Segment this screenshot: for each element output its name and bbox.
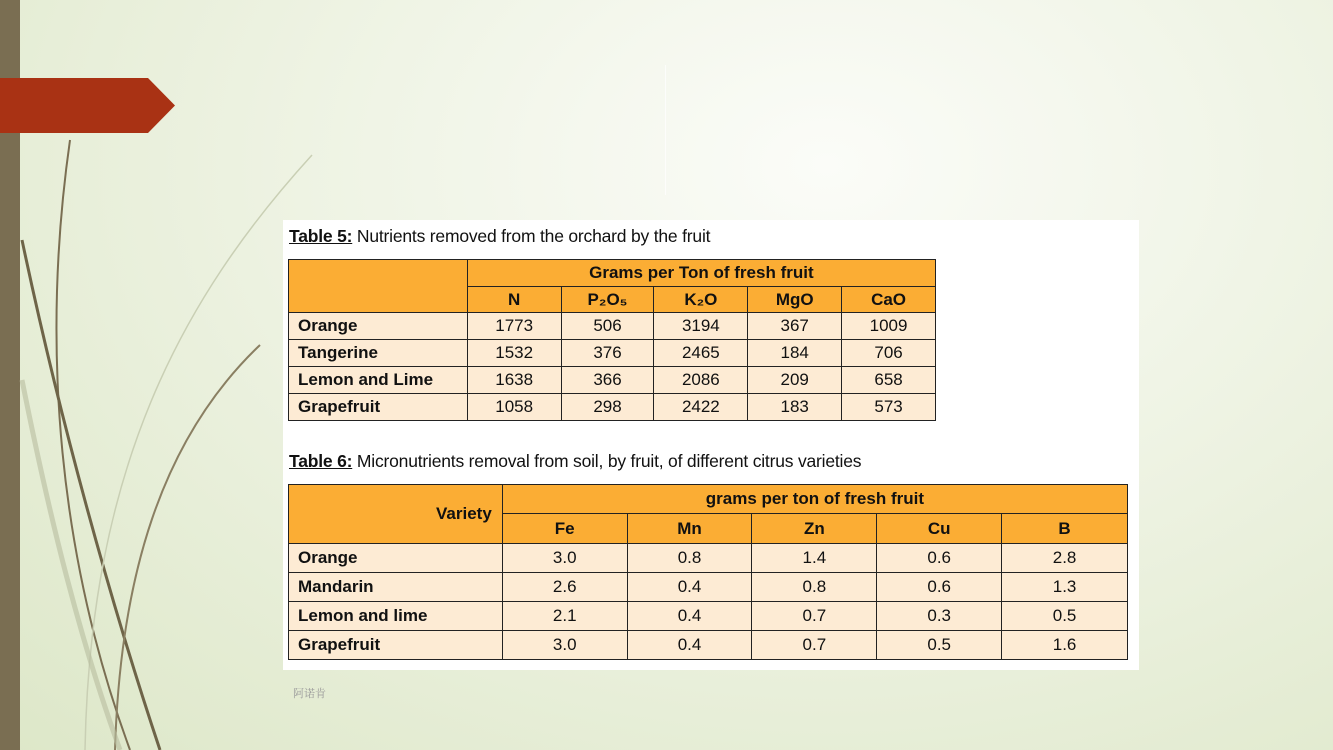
table-cell: 209 [748, 367, 842, 394]
nutrients-table [288, 259, 936, 421]
table-cell: 0.5 [1002, 602, 1128, 631]
table-cell: 367 [748, 313, 842, 340]
table-cell: 0.3 [877, 602, 1002, 631]
table-row [289, 394, 936, 421]
table-cell: 3.0 [502, 631, 627, 660]
table5-col-header: MgO [748, 287, 842, 313]
table-cell: 2.8 [1002, 544, 1128, 573]
table-cell: 706 [842, 340, 936, 367]
table-cell: 3.0 [502, 544, 627, 573]
table-cell: 376 [561, 340, 654, 367]
table-cell: 2.1 [502, 602, 627, 631]
table-cell: 658 [842, 367, 936, 394]
row-label: Lemon and lime [289, 602, 503, 631]
table-row [289, 340, 936, 367]
table-cell: 183 [748, 394, 842, 421]
table-cell: 0.6 [877, 544, 1002, 573]
table5-caption [289, 226, 710, 247]
table-cell: 2.6 [502, 573, 627, 602]
table-cell: 1532 [467, 340, 561, 367]
micronutrients-table [288, 484, 1128, 660]
row-label: Lemon and Lime [289, 367, 468, 394]
table5-col-header: N [467, 287, 561, 313]
table6-col-header: Zn [752, 514, 877, 544]
table-row [289, 631, 1128, 660]
table5-col-header: P₂O₅ [561, 287, 654, 313]
table-row [289, 573, 1128, 602]
table-cell: 0.7 [752, 631, 877, 660]
table5-label: Table 5: [289, 226, 353, 246]
row-label: Orange [289, 313, 468, 340]
watermark-text: 阿诺肯 [293, 688, 326, 700]
table-cell: 2086 [654, 367, 748, 394]
table6-col-header: Fe [502, 514, 627, 544]
table-cell: 0.4 [627, 631, 752, 660]
divider-line [665, 65, 666, 195]
row-label: Grapefruit [289, 631, 503, 660]
table6-group-header: grams per ton of fresh fruit [502, 485, 1127, 514]
table-cell: 0.5 [877, 631, 1002, 660]
table6-col-header: Mn [627, 514, 752, 544]
table-cell: 0.6 [877, 573, 1002, 602]
table-cell: 0.8 [627, 544, 752, 573]
table-cell: 184 [748, 340, 842, 367]
table-row [289, 367, 936, 394]
row-label: Grapefruit [289, 394, 468, 421]
table-cell: 1773 [467, 313, 561, 340]
variety-header: Variety [289, 485, 503, 544]
table-cell: 1.4 [752, 544, 877, 573]
table-cell: 298 [561, 394, 654, 421]
table-cell: 506 [561, 313, 654, 340]
table-cell: 0.4 [627, 573, 752, 602]
table5-group-header: Grams per Ton of fresh fruit [467, 260, 935, 287]
table-cell: 573 [842, 394, 936, 421]
row-label: Tangerine [289, 340, 468, 367]
table-cell: 0.8 [752, 573, 877, 602]
table-cell: 1638 [467, 367, 561, 394]
row-label: Mandarin [289, 573, 503, 602]
table6-caption-text: Micronutrients removal from soil, by fruit, of different citrus varieties [356, 451, 862, 471]
table-cell: 2465 [654, 340, 748, 367]
table-cell: 3194 [654, 313, 748, 340]
table-cell: 1.6 [1002, 631, 1128, 660]
table-cell: 0.4 [627, 602, 752, 631]
table5-col-header: CaO [842, 287, 936, 313]
table-row [289, 602, 1128, 631]
row-label: Orange [289, 544, 503, 573]
content-panel [283, 220, 1139, 670]
table-cell: 1009 [842, 313, 936, 340]
table-row [289, 544, 1128, 573]
table5-col-header: K₂O [654, 287, 748, 313]
table6-label: Table 6: [289, 451, 353, 471]
table5-corner [289, 260, 468, 313]
table-cell: 366 [561, 367, 654, 394]
table-row [289, 313, 936, 340]
table6-col-header: B [1002, 514, 1128, 544]
table-cell: 1058 [467, 394, 561, 421]
table6-col-header: Cu [877, 514, 1002, 544]
table-cell: 0.7 [752, 602, 877, 631]
table5-caption-text: Nutrients removed from the orchard by the fruit [356, 226, 711, 246]
accent-arrow-tab [0, 78, 175, 133]
table6-caption [289, 451, 861, 472]
table-cell: 1.3 [1002, 573, 1128, 602]
table-cell: 2422 [654, 394, 748, 421]
